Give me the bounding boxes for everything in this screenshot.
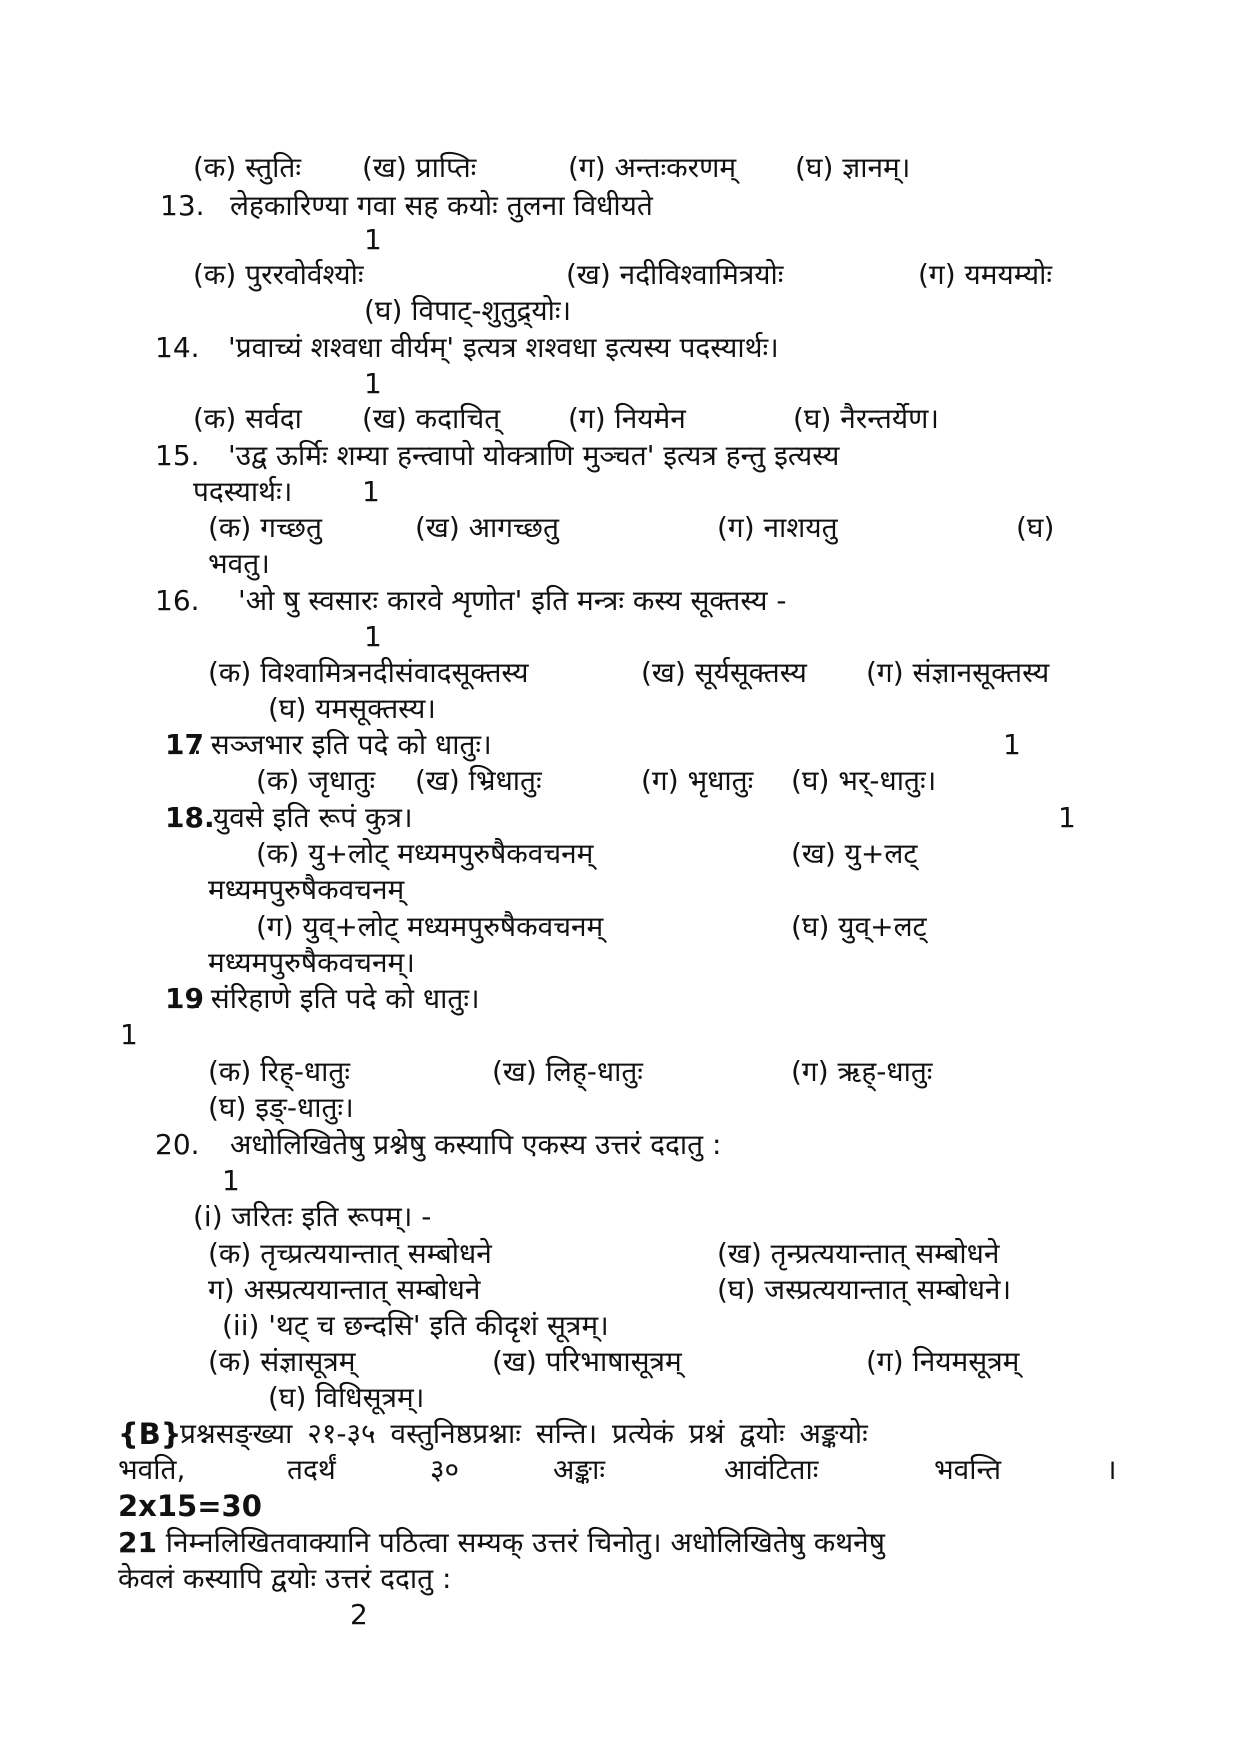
q19-number: 19 — [165, 982, 204, 1015]
q21-mark: 2 — [350, 1598, 368, 1631]
q15-option-d: (घ) — [1016, 511, 1055, 544]
q15-option-a: (क) गच्छतु — [208, 511, 322, 544]
q16-option-b: (ख) सूर्यसूक्तस्य — [641, 656, 807, 689]
q15-mark: 1 — [362, 475, 380, 508]
q15-number: 15. — [155, 439, 200, 472]
q14-number: 14. — [155, 331, 200, 364]
q19-option-c: (ग) ऋह्-धातुः — [791, 1055, 933, 1088]
q19-option-b: (ख) लिह्-धातुः — [492, 1055, 643, 1088]
q18-mark: 1 — [1058, 801, 1076, 834]
q19-option-d: (घ) इङ्-धातुः। — [208, 1091, 354, 1124]
section-b-marks: 2x15=30 — [118, 1489, 262, 1523]
section-b-word-3: ३० — [430, 1453, 460, 1486]
q13-option-b: (ख) नदीविश्वामित्रयोः — [566, 258, 784, 291]
q12-option-c: (ग) अन्तःकरणम् — [568, 151, 737, 184]
q21-text: . निम्नलिखितवाक्यानि पठित्वा सम्यक् उत्तरं चिनोतु। अधोलिखितेषु कथनेषु — [148, 1526, 885, 1559]
q15-text-continued: पदस्यार्थः। — [193, 475, 293, 508]
q13-option-a: (क) पुररवोर्वश्योः — [193, 258, 364, 291]
q13-option-d: (घ) विपाट्-शुतुद्र्योः। — [364, 294, 572, 327]
q20-number: 20. — [155, 1128, 200, 1161]
section-b-line1: प्रश्नसङ्ख्या २१-३५ वस्तुनिष्ठप्रश्नाः सन्ति। प्रत्येकं प्रश्नं द्वयोः अङ्कयोः — [180, 1417, 868, 1450]
q17-option-a: (क) जृधातुः — [256, 764, 376, 797]
q21-text-continued: केवलं कस्यापि द्वयोः उत्तरं ददातु : — [118, 1562, 452, 1595]
q16-text: 'ओ षु स्वसारः कारवे शृणोत' इति मन्त्रः कस्य सूक्तस्य - — [238, 584, 787, 617]
section-b-word-4: अङ्काः — [553, 1453, 606, 1486]
q20-sub-i: (i) जरितः इति रूपम्। - — [193, 1200, 432, 1233]
q20-text: अधोलिखितेषु प्रश्नेषु कस्यापि एकस्य उत्तरं ददातु : — [230, 1128, 722, 1161]
q20-sub-ii: (ii) 'थट् च छन्दसि' इति कीदृशं सूत्रम्। — [222, 1309, 609, 1342]
q12-option-a: (क) स्तुतिः — [193, 151, 301, 184]
section-b-tag: {B} — [118, 1417, 182, 1451]
q17-text: . सञ्जभार इति पदे को धातुः। — [193, 728, 492, 761]
q15-text: 'उद्व ऊर्मिः शम्या हन्त्वापो योक्त्राणि मुञ्चत' इत्यत्र हन्तु इत्यस्य — [228, 439, 840, 472]
q16-mark: 1 — [364, 620, 382, 653]
q17-number: 17 — [165, 728, 204, 761]
q15-option-c: (ग) नाशयतु — [717, 511, 838, 544]
q13-text: लेहकारिण्या गवा सह कयोः तुलना विधीयते — [230, 189, 653, 222]
section-b-word-6: भवन्ति — [934, 1453, 1002, 1486]
q18-option-b-text: मध्यमपुरुषैकवचनम् — [208, 873, 405, 906]
q20-ii-option-a: (क) संज्ञासूत्रम् — [208, 1345, 356, 1378]
q14-mark: 1 — [364, 367, 382, 400]
q14-option-b: (ख) कदाचित् — [362, 402, 501, 435]
section-b-word-2: तदर्थं — [287, 1453, 336, 1486]
q20-ii-option-c: (ग) नियमसूत्रम् — [866, 1345, 1020, 1378]
q21-number: 21 — [118, 1526, 157, 1559]
q12-option-b: (ख) प्राप्तिः — [362, 151, 477, 184]
q18-option-d-text: मध्यमपुरुषैकवचनम्। — [208, 946, 415, 979]
q18-option-b: (ख) यु+लट् — [791, 837, 918, 870]
q20-ii-option-b: (ख) परिभाषासूत्रम् — [492, 1345, 682, 1378]
q18-option-d: (घ) युव्+लट् — [791, 910, 927, 943]
q16-option-c: (ग) संज्ञानसूक्तस्य — [866, 656, 1050, 689]
section-b-word-5: आवंटिताः — [724, 1453, 819, 1486]
q20-mark: 1 — [222, 1164, 240, 1197]
section-b-word-1: भवति, — [118, 1453, 186, 1486]
q14-text: 'प्रवाच्यं शश्वधा वीर्यम्' इत्यत्र शश्वधा इत्यस्य पदस्यार्थः। — [228, 331, 779, 364]
q20-ii-option-d: (घ) विधिसूत्रम्। — [268, 1381, 425, 1414]
q12-option-d: (घ) ज्ञानम्। — [795, 151, 911, 184]
q14-option-c: (ग) नियमेन — [568, 402, 686, 435]
q19-text: . संरिहाणे इति पदे को धातुः। — [193, 982, 480, 1015]
q18-number: 18. — [165, 801, 215, 834]
q13-option-c: (ग) यमयम्योः — [918, 258, 1052, 291]
q17-option-d: (घ) भर्-धातुः। — [791, 764, 937, 797]
q16-option-d: (घ) यमसूक्तस्य। — [268, 692, 436, 725]
q18-option-c: (ग) युव्+लोट् मध्यमपुरुषैकवचनम् — [256, 910, 604, 943]
section-b-word-7: । — [1106, 1453, 1117, 1486]
q13-number: 13. — [160, 189, 205, 222]
q17-mark: 1 — [1003, 728, 1021, 761]
q15-option-d-text: भवतु। — [208, 547, 270, 580]
q14-option-d: (घ) नैरन्तर्येण। — [793, 402, 939, 435]
q16-number: 16. — [155, 584, 200, 617]
q14-option-a: (क) सर्वदा — [193, 402, 302, 435]
q16-option-a: (क) विश्वामित्रनदीसंवादसूक्तस्य — [208, 656, 529, 689]
q19-option-a: (क) रिह्-धातुः — [208, 1055, 351, 1088]
q18-option-a: (क) यु+लोट् मध्यमपुरुषैकवचनम् — [256, 837, 594, 870]
q20-i-option-b: (ख) तृन्प्रत्ययान्तात् सम्बोधने — [717, 1237, 1000, 1270]
q17-option-b: (ख) भ्रिधातुः — [415, 764, 542, 797]
q20-i-option-d: (घ) जस्प्रत्ययान्तात् सम्बोधने। — [717, 1273, 1012, 1306]
q15-option-b: (ख) आगच्छतु — [415, 511, 559, 544]
q18-text: युवसे इति रूपं कुत्र। — [213, 801, 413, 834]
q20-i-option-a: (क) तृच्प्रत्ययान्तात् सम्बोधने — [208, 1237, 492, 1270]
q13-mark: 1 — [364, 223, 382, 256]
q20-i-option-c: ग) अस्प्रत्ययान्तात् सम्बोधने — [208, 1273, 481, 1306]
q17-option-c: (ग) भृधातुः — [641, 764, 754, 797]
q19-mark: 1 — [120, 1018, 138, 1051]
